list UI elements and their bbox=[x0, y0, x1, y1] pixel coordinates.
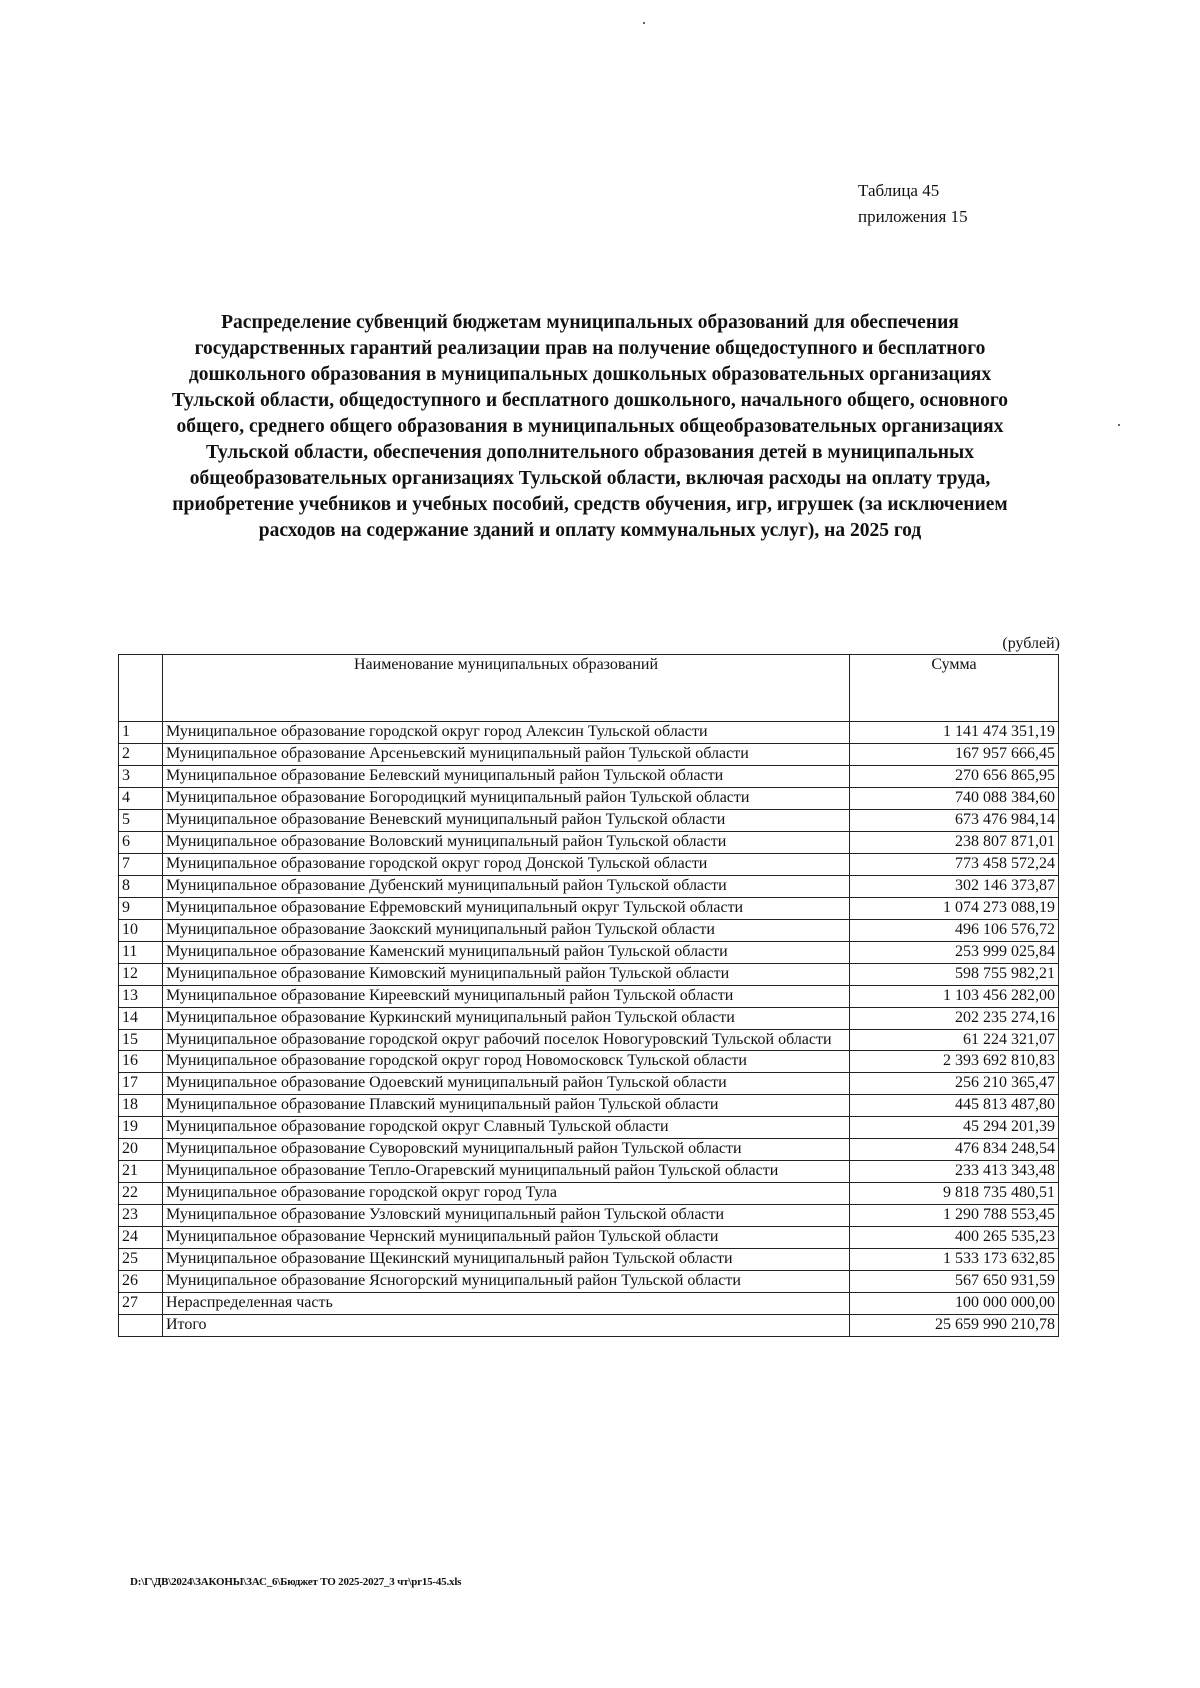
row-sum: 496 106 576,72 bbox=[850, 920, 1059, 942]
row-name: Муниципальное образование Ясногорский муниципальный район Тульской области bbox=[163, 1271, 850, 1293]
row-number: 12 bbox=[119, 964, 163, 986]
row-number: 9 bbox=[119, 898, 163, 920]
row-name: Муниципальное образование городской округ город Алексин Тульской области bbox=[163, 722, 850, 744]
row-sum: 270 656 865,95 bbox=[850, 766, 1059, 788]
row-sum: 1 290 788 553,45 bbox=[850, 1205, 1059, 1227]
row-sum: 445 813 487,80 bbox=[850, 1095, 1059, 1117]
row-number: 24 bbox=[119, 1227, 163, 1249]
table-row bbox=[119, 1117, 1059, 1139]
table-row bbox=[119, 920, 1059, 942]
row-name: Муниципальное образование городской округ город Донской Тульской области bbox=[163, 854, 850, 876]
table-row bbox=[119, 722, 1059, 744]
row-name: Муниципальное образование Тепло-Огаревский муниципальный район Тульской области bbox=[163, 1161, 850, 1183]
table-body bbox=[119, 722, 1059, 1337]
row-number: 5 bbox=[119, 810, 163, 832]
row-sum: 2 393 692 810,83 bbox=[850, 1051, 1059, 1073]
row-name: Муниципальное образование Плавский муниципальный район Тульской области bbox=[163, 1095, 850, 1117]
table-row bbox=[119, 1183, 1059, 1205]
row-name: Муниципальное образование Суворовский муниципальный район Тульской области bbox=[163, 1139, 850, 1161]
row-number: 15 bbox=[119, 1030, 163, 1051]
column-header-name: Наименование муниципальных образований bbox=[163, 655, 850, 722]
row-number: 7 bbox=[119, 854, 163, 876]
row-sum: 167 957 666,45 bbox=[850, 744, 1059, 766]
row-sum: 773 458 572,24 bbox=[850, 854, 1059, 876]
table-row bbox=[119, 986, 1059, 1008]
row-number: 14 bbox=[119, 1008, 163, 1030]
table-row bbox=[119, 942, 1059, 964]
title-line: приобретение учебников и учебных пособий, средств обучения, игр, игрушек (за исключением bbox=[172, 494, 1008, 515]
row-number: 1 bbox=[119, 722, 163, 744]
row-number: 20 bbox=[119, 1139, 163, 1161]
table-row bbox=[119, 898, 1059, 920]
column-header-sum: Сумма bbox=[850, 655, 1059, 722]
table-row bbox=[119, 1030, 1059, 1051]
table-row bbox=[119, 1073, 1059, 1095]
row-sum: 233 413 343,48 bbox=[850, 1161, 1059, 1183]
appendix-label: приложения 15 bbox=[858, 207, 968, 226]
subsidy-table bbox=[118, 654, 1059, 1337]
table-row bbox=[119, 1293, 1059, 1315]
row-name: Итого bbox=[163, 1315, 850, 1337]
row-name: Муниципальное образование городской округ Славный Тульской области bbox=[163, 1117, 850, 1139]
row-name: Муниципальное образование Одоевский муниципальный район Тульской области bbox=[163, 1073, 850, 1095]
row-sum: 740 088 384,60 bbox=[850, 788, 1059, 810]
row-sum: 9 818 735 480,51 bbox=[850, 1183, 1059, 1205]
table-header-row bbox=[119, 655, 1059, 722]
row-number: 10 bbox=[119, 920, 163, 942]
row-number: 11 bbox=[119, 942, 163, 964]
table-row bbox=[119, 744, 1059, 766]
title-line: расходов на содержание зданий и оплату коммунальных услуг), на 2025 год bbox=[258, 520, 922, 541]
row-sum: 567 650 931,59 bbox=[850, 1271, 1059, 1293]
row-name: Муниципальное образование Веневский муниципальный район Тульской области bbox=[163, 810, 850, 832]
units-label: (рублей) bbox=[1002, 635, 1060, 652]
row-number: 22 bbox=[119, 1183, 163, 1205]
row-name: Муниципальное образование Чернский муниципальный район Тульской области bbox=[163, 1227, 850, 1249]
row-sum: 61 224 321,07 bbox=[850, 1030, 1059, 1051]
row-number: 27 bbox=[119, 1293, 163, 1315]
row-name: Муниципальное образование городской округ рабочий поселок Новогуровский Тульской области bbox=[163, 1030, 850, 1051]
row-sum: 1 074 273 088,19 bbox=[850, 898, 1059, 920]
scan-speck bbox=[1118, 424, 1120, 426]
table-row bbox=[119, 1249, 1059, 1271]
title-line: Тульской области, обеспечения дополнительного образования детей в муниципальных bbox=[205, 442, 975, 463]
row-number: 17 bbox=[119, 1073, 163, 1095]
row-name: Нераспределенная часть bbox=[163, 1293, 850, 1315]
row-number: 25 bbox=[119, 1249, 163, 1271]
row-name: Муниципальное образование Каменский муниципальный район Тульской области bbox=[163, 942, 850, 964]
row-sum: 1 103 456 282,00 bbox=[850, 986, 1059, 1008]
table-row bbox=[119, 1095, 1059, 1117]
row-sum: 673 476 984,14 bbox=[850, 810, 1059, 832]
row-name: Муниципальное образование Кимовский муниципальный район Тульской области bbox=[163, 964, 850, 986]
row-number: 13 bbox=[119, 986, 163, 1008]
table-row bbox=[119, 766, 1059, 788]
row-name: Муниципальное образование Арсеньевский муниципальный район Тульской области bbox=[163, 744, 850, 766]
title-line: дошкольного образования в муниципальных дошкольных образовательных организациях bbox=[188, 364, 992, 385]
total-row bbox=[119, 1315, 1059, 1337]
scan-speck bbox=[643, 22, 645, 24]
row-number bbox=[119, 1315, 163, 1337]
row-name: Муниципальное образование городской округ город Новомосковск Тульской области bbox=[163, 1051, 850, 1073]
row-number: 26 bbox=[119, 1271, 163, 1293]
title-line: общего, среднего общего образования в муниципальных общеобразовательных организациях bbox=[176, 416, 1004, 437]
row-sum: 100 000 000,00 bbox=[850, 1293, 1059, 1315]
file-path: D:\Г\ДВ\2024\ЗАКОНЫ\ЗАС_6\Бюджет ТО 2025-2027_3 чт\pr15-45.xls bbox=[130, 1576, 462, 1588]
row-sum: 1 141 474 351,19 bbox=[850, 722, 1059, 744]
table-label: Таблица 45 bbox=[858, 181, 940, 200]
table-row bbox=[119, 832, 1059, 854]
row-sum: 25 659 990 210,78 bbox=[850, 1315, 1059, 1337]
title-line: общеобразовательных организациях Тульской области, включая расходы на оплату труда, bbox=[189, 468, 991, 489]
row-number: 16 bbox=[119, 1051, 163, 1073]
row-sum: 598 755 982,21 bbox=[850, 964, 1059, 986]
row-number: 8 bbox=[119, 876, 163, 898]
row-name: Муниципальное образование Дубенский муниципальный район Тульской области bbox=[163, 876, 850, 898]
row-name: Муниципальное образование Киреевский муниципальный район Тульской области bbox=[163, 986, 850, 1008]
row-name: Муниципальное образование Белевский муниципальный район Тульской области bbox=[163, 766, 850, 788]
row-name: Муниципальное образование Щекинский муниципальный район Тульской области bbox=[163, 1249, 850, 1271]
row-sum: 45 294 201,39 bbox=[850, 1117, 1059, 1139]
row-sum: 476 834 248,54 bbox=[850, 1139, 1059, 1161]
row-sum: 400 265 535,23 bbox=[850, 1227, 1059, 1249]
row-number: 3 bbox=[119, 766, 163, 788]
table-row bbox=[119, 854, 1059, 876]
row-sum: 202 235 274,16 bbox=[850, 1008, 1059, 1030]
row-sum: 253 999 025,84 bbox=[850, 942, 1059, 964]
row-sum: 302 146 373,87 bbox=[850, 876, 1059, 898]
table-row bbox=[119, 1205, 1059, 1227]
row-name: Муниципальное образование Богородицкий муниципальный район Тульской области bbox=[163, 788, 850, 810]
row-sum: 1 533 173 632,85 bbox=[850, 1249, 1059, 1271]
table-row bbox=[119, 1227, 1059, 1249]
row-name: Муниципальное образование городской округ город Тула bbox=[163, 1183, 850, 1205]
table-row bbox=[119, 1051, 1059, 1073]
table-row bbox=[119, 876, 1059, 898]
row-number: 2 bbox=[119, 744, 163, 766]
row-number: 4 bbox=[119, 788, 163, 810]
row-number: 23 bbox=[119, 1205, 163, 1227]
row-name: Муниципальное образование Узловский муниципальный район Тульской области bbox=[163, 1205, 850, 1227]
table-row bbox=[119, 788, 1059, 810]
row-sum: 256 210 365,47 bbox=[850, 1073, 1059, 1095]
row-number: 18 bbox=[119, 1095, 163, 1117]
row-number: 6 bbox=[119, 832, 163, 854]
row-number: 19 bbox=[119, 1117, 163, 1139]
title-line: Распределение субвенций бюджетам муниципальных образований для обеспечения bbox=[221, 312, 959, 333]
table-row bbox=[119, 1161, 1059, 1183]
row-name: Муниципальное образование Куркинский муниципальный район Тульской области bbox=[163, 1008, 850, 1030]
row-number: 21 bbox=[119, 1161, 163, 1183]
row-name: Муниципальное образование Воловский муниципальный район Тульской области bbox=[163, 832, 850, 854]
row-name: Муниципальное образование Ефремовский муниципальный округ Тульской области bbox=[163, 898, 850, 920]
table-row bbox=[119, 1271, 1059, 1293]
table-row bbox=[119, 810, 1059, 832]
title-line: Тульской области, общедоступного и бесплатного дошкольного, начального общего, основного bbox=[171, 390, 1009, 411]
table-row bbox=[119, 964, 1059, 986]
title-line: государственных гарантий реализации прав на получение общедоступного и бесплатного bbox=[194, 338, 986, 359]
table-row bbox=[119, 1139, 1059, 1161]
row-sum: 238 807 871,01 bbox=[850, 832, 1059, 854]
row-name: Муниципальное образование Заокский муниципальный район Тульской области bbox=[163, 920, 850, 942]
column-header-number bbox=[119, 655, 163, 722]
document-title bbox=[110, 310, 1070, 544]
table-reference bbox=[858, 178, 968, 230]
table-row bbox=[119, 1008, 1059, 1030]
